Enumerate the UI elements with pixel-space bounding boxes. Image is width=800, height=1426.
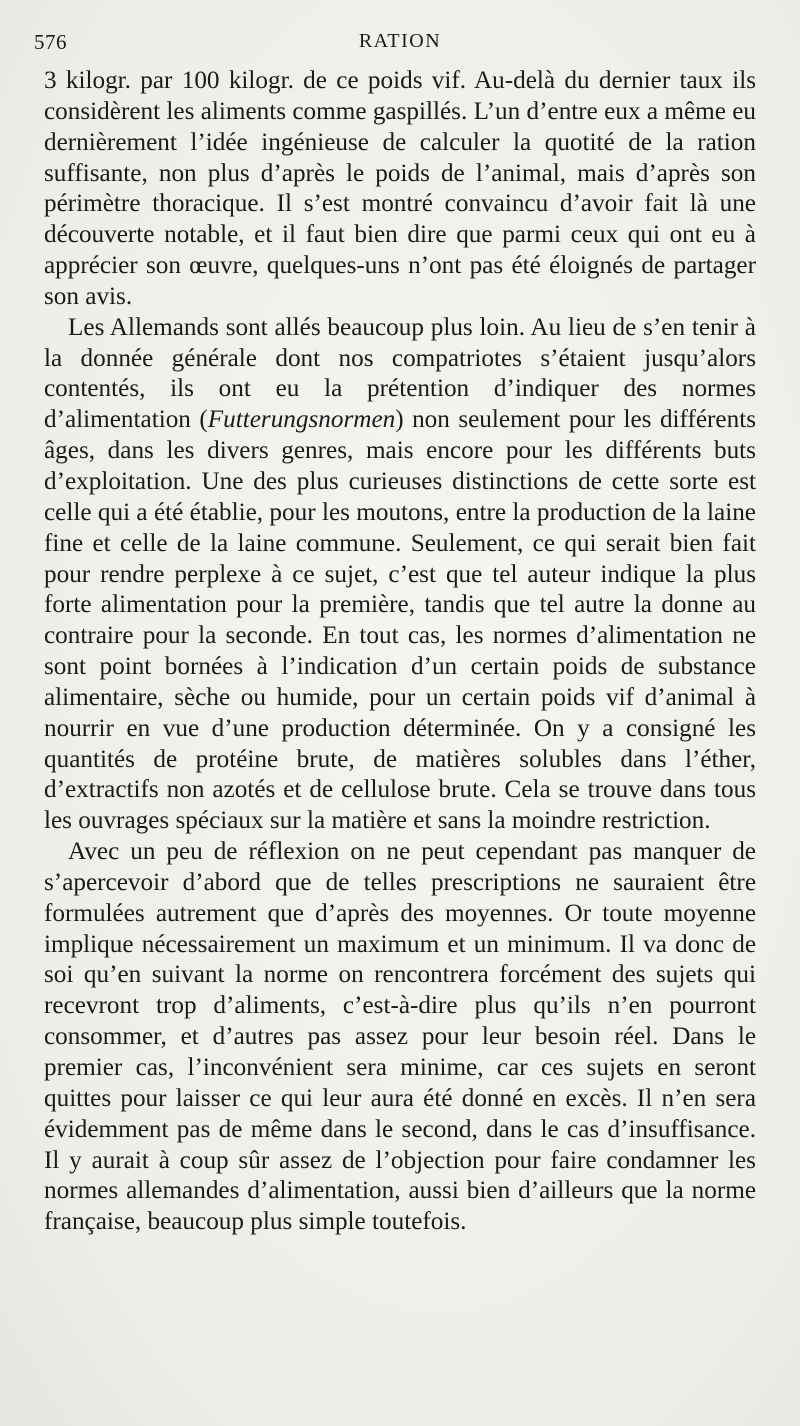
page-header [34,30,756,66]
paragraph-2-text-end: ) non seulement pour les différents âges, dans les divers genres, mais encore pour les différents buts d’exploitation. Une des plus curieuses distinctions de cette sorte est celle qui a été établie, pour les moutons, entre la production de la laine fine et celle de la laine commune. Seulement, ce qui serait bien fait pour rendre perplexe à ce sujet, c’est que tel auteur indique la plus forte alimentation pour la première, tandis que tel autre la donne au contraire pour la seconde. En tout cas, les normes d’alimentation ne sont point bornées à l’indication d’un certain poids de substance alimentaire, sèche ou humide, pour un certain poids vif d’animal à nourrir en vue d’une production déterminée. On y a consigné les quantités de protéine brute, de matières solubles dans l’éther, d’extractifs non azotés et de cellulose brute. Cela se trouve dans tous les ouvrages spéciaux sur la matière et sans la moindre restriction. [44,406,756,835]
paragraph-1: 3 kilogr. par 100 kilogr. de ce poids vif. Au-delà du dernier taux ils considèrent les aliments comme gaspillés. L’un d’entre eux a même eu dernièrement l’idée ingénieuse de calculer la quotité de la ration suffisante, non plus d’après le poids de l’animal, mais d’après son périmètre thoracique. Il s’est montré convaincu d’avoir fait là une découverte notable, et il faut bien dire que parmi ceux qui ont eu à apprécier son œuvre, quelques-uns n’ont pas été éloignés de partager son avis. [44,67,756,310]
paragraph-2-text-start: Les Allemands sont allés beaucoup plus loin. Au lieu de s’en tenir à la donnée générale dont nos compatriotes s’étaient jusqu’alors contentés, ils ont eu la prétention d’indiquer des normes d’alimentation ( [44,313,756,434]
paragraph-3: Avec un peu de réflexion on ne peut cependant pas manquer de s’apercevoir d’abord que de telles prescriptions ne sauraient être formulées autrement que d’après des moyennes. Or toute moyenne implique nécessairement un maximum et un minimum. Il va donc de soi qu’en suivant la norme on rencontrera forcément des sujets qui recevront trop d’aliments, c’est-à-dire plus qu’ils n’en pourront consommer, et d’autres pas assez pour leur besoin réel. Dans le premier cas, l’inconvénient sera minime, car ces sujets en seront quittes pour laisser ce qui leur aura été donné en excès. Il n’en sera évidemment pas de même dans le second, dans le cas d’insuffisance. Il y aurait à coup sûr assez de l’objection pour faire condamner les normes allemandes d’alimentation, aussi bien d’ailleurs que la norme française, beaucoup plus simple toutefois. [44,838,756,1236]
italic-term: Futterungsnormen [207,406,396,434]
page-number: 576 [34,30,67,54]
paragraph-2 [44,313,756,837]
body-text [44,66,756,1238]
running-title: RATION [358,30,442,52]
